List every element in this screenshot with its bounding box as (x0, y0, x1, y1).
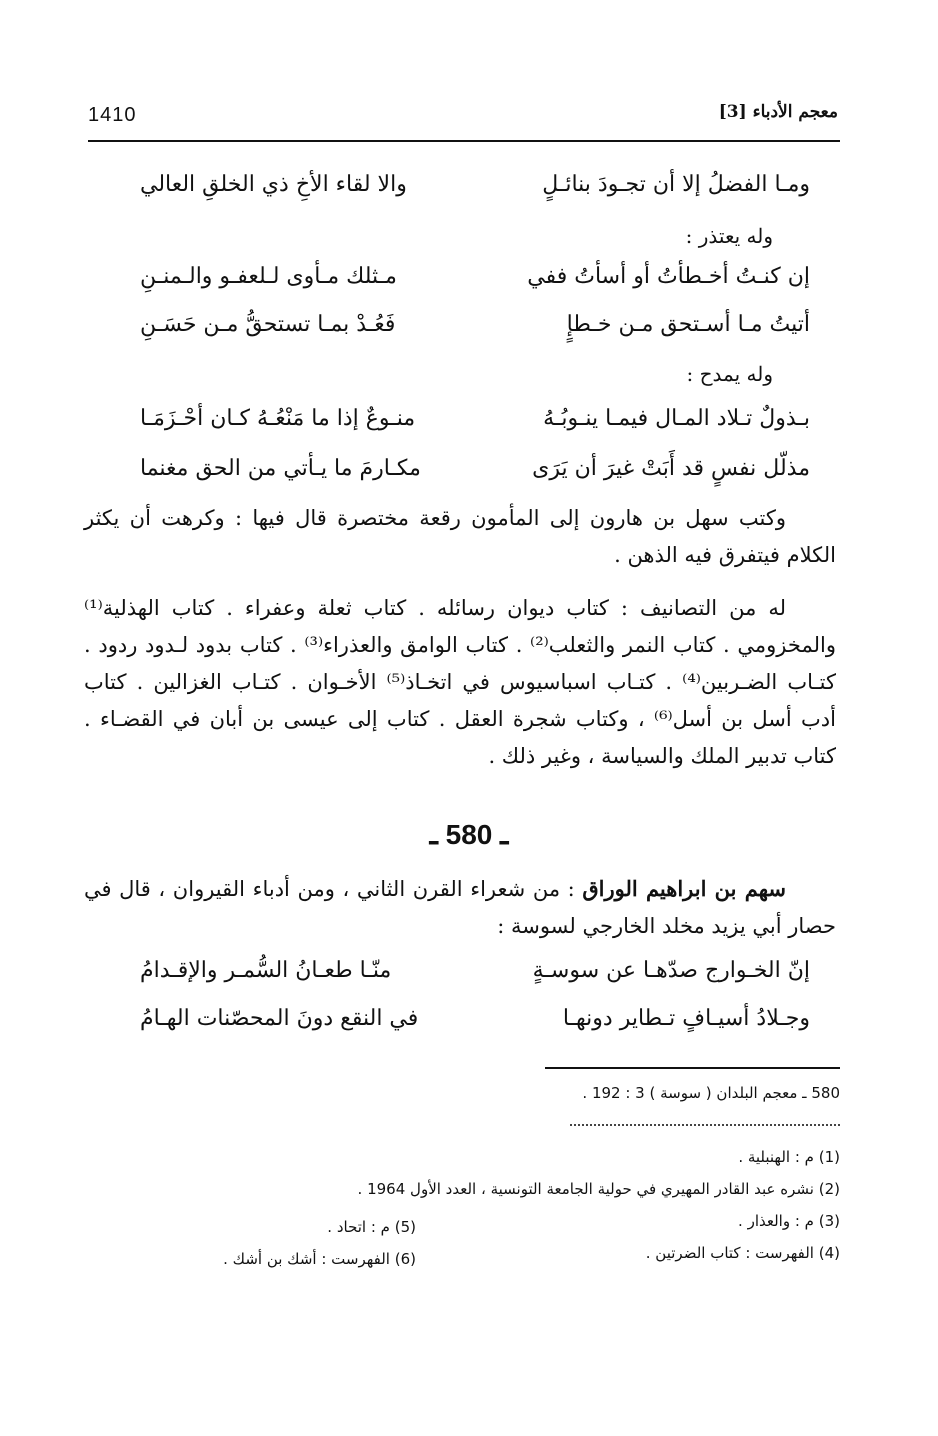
footnote-6: (6) الفهرست : أشك بن أشك . (223, 1250, 416, 1268)
entry-name: سهم بن ابراهيم الوراق (582, 876, 787, 901)
verse-line (120, 264, 810, 304)
intro-apology: وله يعتذر : (685, 224, 773, 248)
verse-line (120, 1006, 810, 1046)
verse-hemistich-first: إن كنـتُ أخـطأتُ أو أسأتُ ففي (527, 264, 810, 289)
entry-number: ـ 580 ـ (429, 819, 509, 850)
verse-line (120, 958, 810, 998)
dotted-separator (570, 1124, 840, 1126)
verse-hemistich-second: والا لقاء الأخِ ذي الخلقِ العالي (140, 172, 407, 197)
verse-hemistich-second: منّـا طعـانُ السُّمـر والإقـدامُ (140, 958, 392, 983)
verse-hemistich-first: مذلّل نفسٍ قد أَبَتْ غيرَ أن يَرَى (532, 456, 810, 481)
intro-praise: وله يمدح : (686, 362, 773, 386)
verse-hemistich-second: مكـارمَ ما يـأتي من الحق مغنما (140, 456, 421, 481)
page-header (88, 100, 838, 140)
verse-hemistich-first: ومـا الفضلُ إلا أن تجـودَ بنائـلٍ (542, 172, 810, 197)
footnote-3: (3) م : والعذار . (738, 1212, 840, 1230)
verse-line (120, 406, 810, 446)
page-number: 1410 (88, 104, 137, 126)
footnote-1: (1) م : الهنبلية . (738, 1148, 840, 1166)
footnote-5: (5) م : اتحاد . (327, 1218, 416, 1236)
verse-hemistich-second: في النقع دونَ المحصّنات الهـامُ (140, 1006, 419, 1031)
verse-line (120, 456, 810, 496)
verse-hemistich-first: بـذولٌ تـلاد المـال فيمـا ينـوبُـهُ (543, 406, 810, 431)
paragraph-letter: وكتب سهل بن هارون إلى المأمون رقعة مختصرة قال فيها : وكرهت أن يكثر الكلام فيتفرق فيه الذهن . (84, 506, 836, 567)
verse-hemistich-first: إنّ الخـوارج صدّهـا عن سوسـةٍ (532, 958, 810, 983)
verse-line (120, 312, 810, 352)
verse-line (120, 172, 810, 212)
verse-hemistich-first: وجـلادُ أسيـافٍ تـطاير دونهـا (562, 1006, 810, 1031)
footnote-divider (545, 1067, 840, 1069)
footnote-2: (2) نشره عبد القادر المهيري في حولية الجامعة التونسية ، العدد الأول 1964 . (357, 1180, 840, 1198)
verse-hemistich-second: مـثلك مـأوى لـلعفـو والـمنـنِ (140, 264, 397, 289)
entry-description: : من شعراء القرن الثاني ، ومن أدباء القيروان ، قال في حصار أبي يزيد مخلد الخارجي لسوسة : (84, 877, 836, 938)
source-note: 580 ـ معجم البلدان ( سوسة ) 3 : 192 . (582, 1084, 840, 1102)
verse-hemistich-second: منـوعٌ إذا ما مَنْعُـهُ كـان أحْـزَمَـا (140, 406, 416, 431)
header-divider (88, 140, 840, 142)
paragraph-works: له من التصانيف : كتاب ديوان رسائله . كتاب ثعلة وعفراء . كتاب الهذلية⁽¹⁾ والمخزومي . كتاب النمر والثعلب⁽²⁾ . كتاب الوامق والعذراء⁽³⁾ . كتاب بدود لـدود ردود . كتـاب الضـربين⁽⁴⁾ . كتـاب اسباسيوس في اتخـاذ⁽⁵⁾ الأخـوان . كتـاب الغزالين . كتاب أدب أسل بن أسل⁽⁶⁾ ، وكتاب شجرة العقل . كتاب إلى عيسى بن أبان في القضـاء . كتاب تدبير الملك والسياسة ، وغير ذلك . (84, 596, 836, 768)
entry-paragraph (84, 870, 836, 945)
footnote-4: (4) الفهرست : كتاب الضرتين . (645, 1244, 840, 1262)
book-title: معجم الأدباء [3] (718, 102, 838, 122)
verse-hemistich-second: فَعُـدْ بمـا تستحقُّ مـن حَسَـنِ (140, 312, 396, 337)
verse-hemistich-first: أتيتُ مـا أسـتحق مـن خـطإٍ (566, 312, 810, 337)
